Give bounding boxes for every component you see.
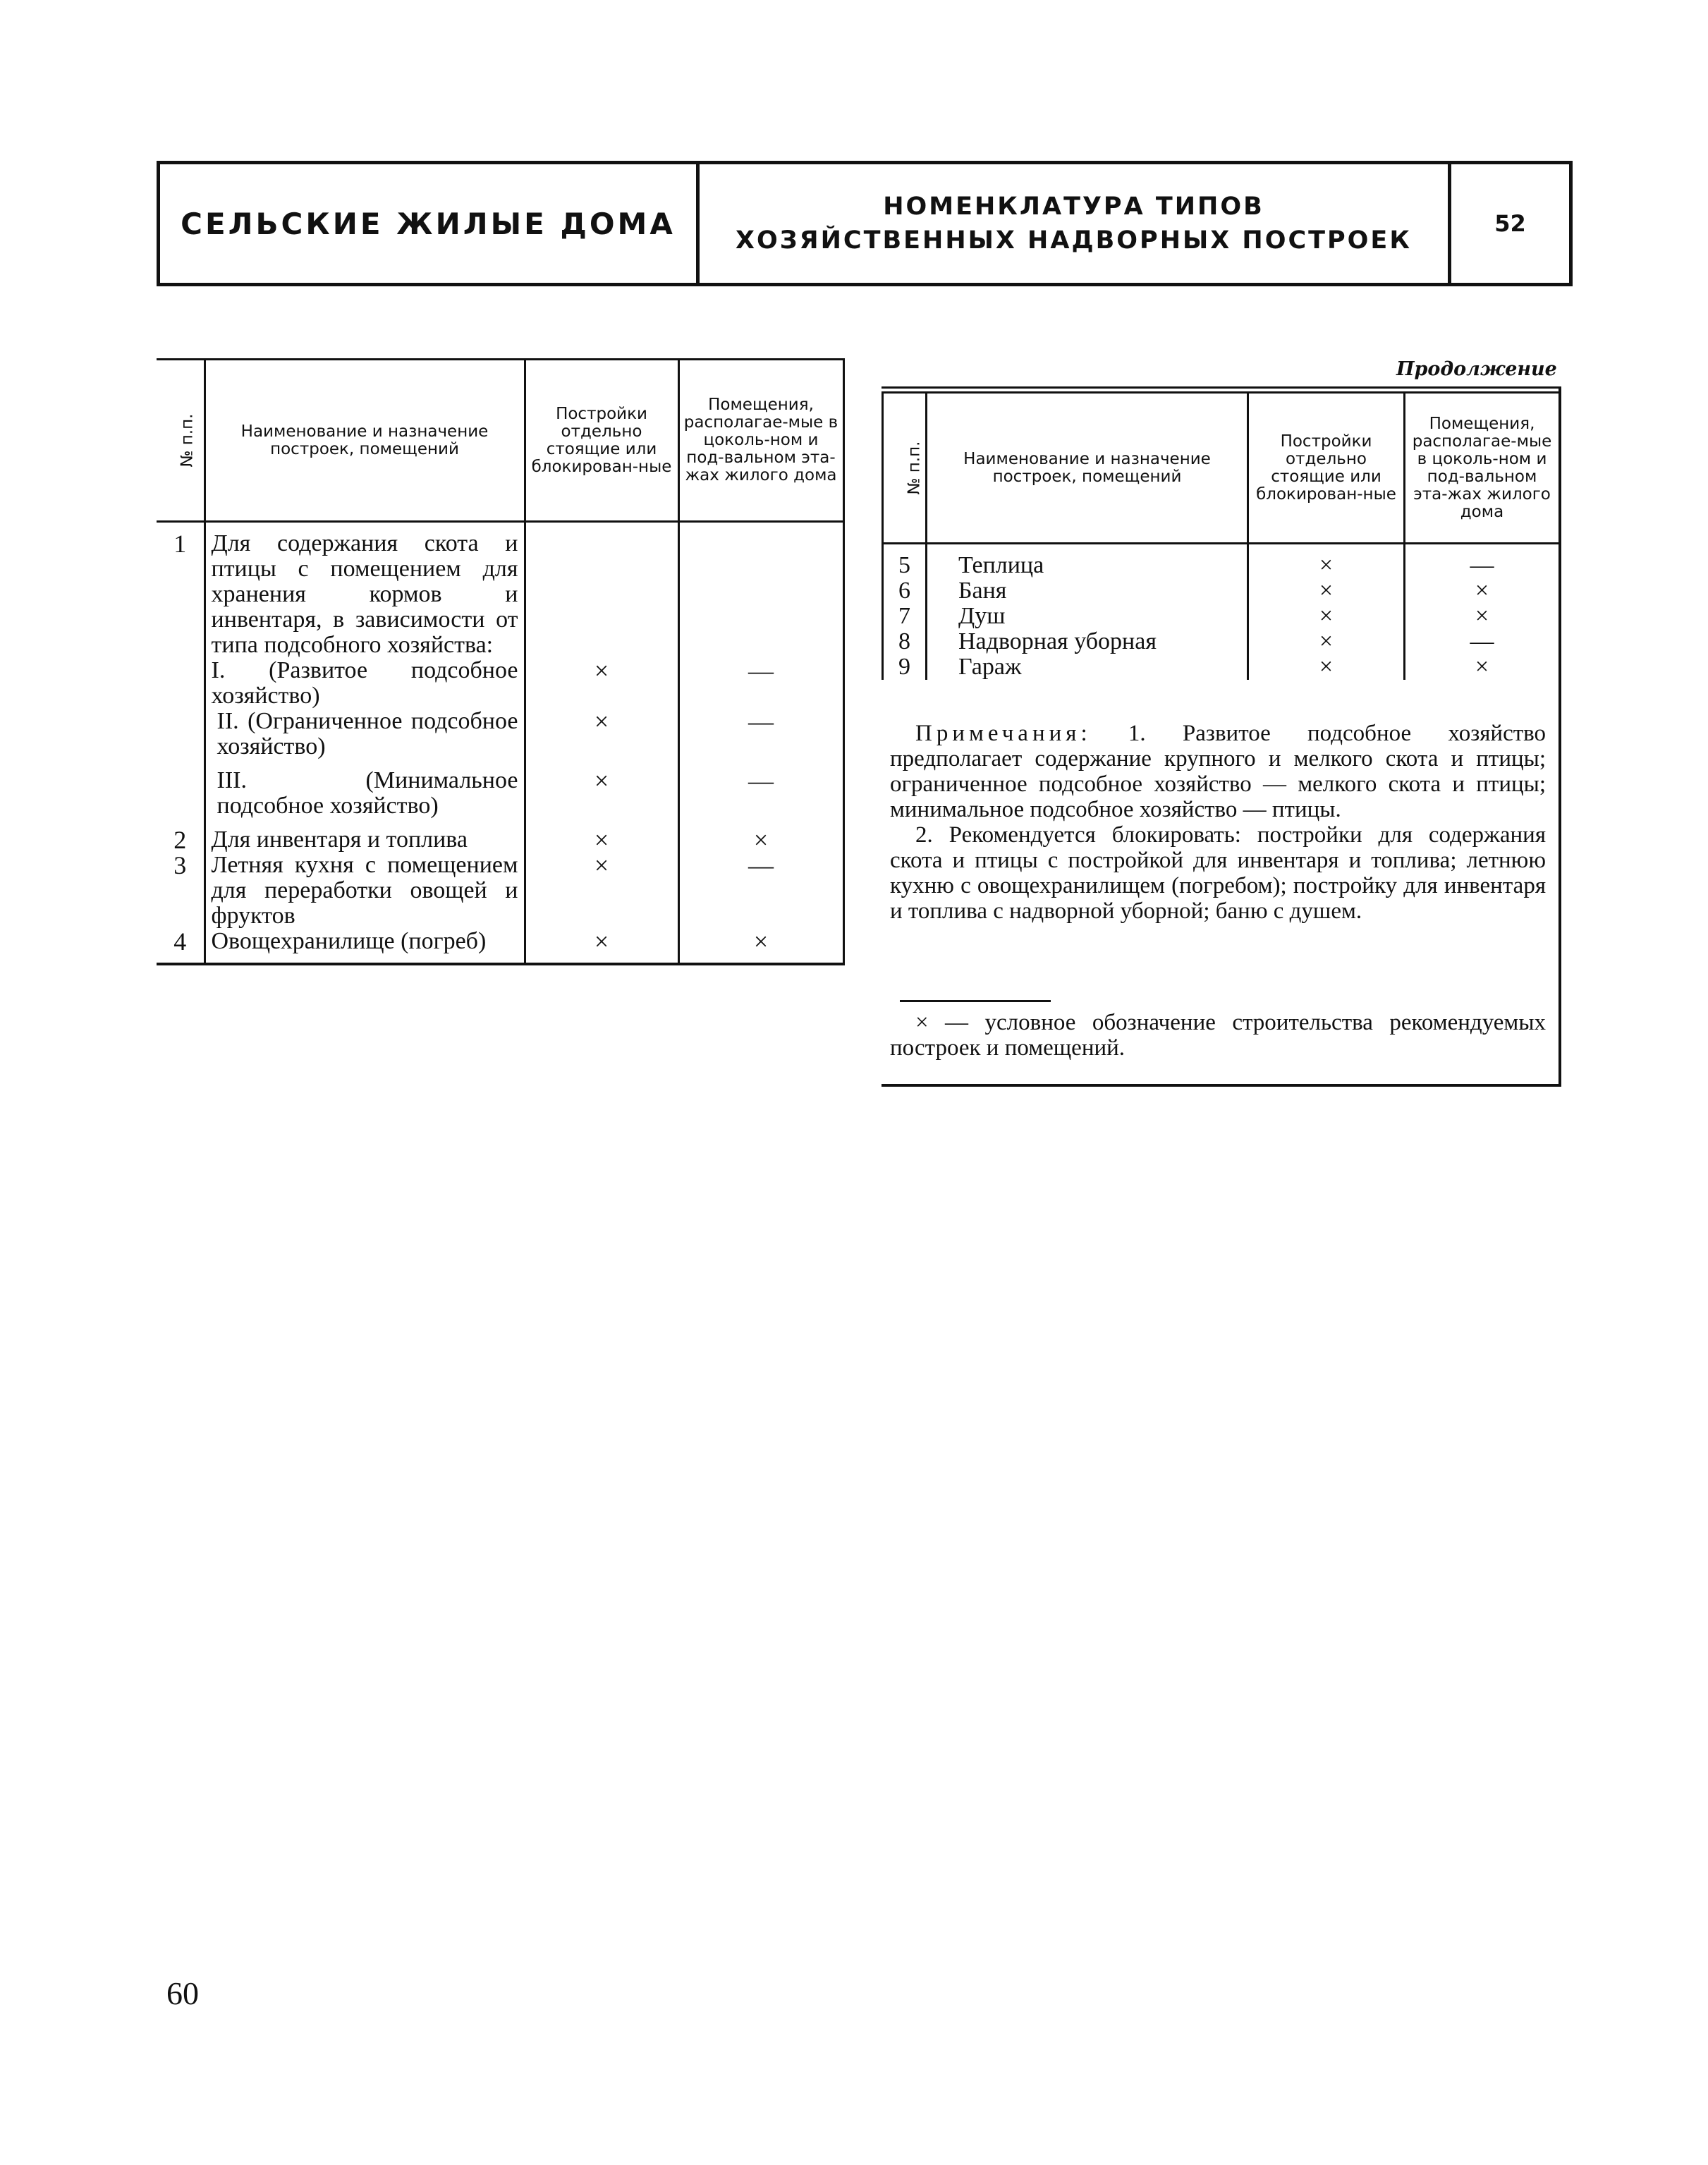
row-standalone: × <box>525 827 678 853</box>
table-row <box>883 604 1560 629</box>
row-standalone: × <box>525 929 678 954</box>
row-num <box>157 768 205 819</box>
row-num: 2 <box>173 826 187 854</box>
row-basement <box>678 531 843 658</box>
row-standalone: × <box>1248 604 1405 629</box>
col-header-name: Наименование и назначение построек, помещений <box>927 393 1248 544</box>
row-standalone: × <box>1248 654 1405 680</box>
row-standalone: × <box>525 658 678 709</box>
row-basement: — <box>678 853 843 929</box>
row-standalone: × <box>525 768 678 819</box>
row-basement: × <box>1405 604 1560 629</box>
row-name: Баня <box>927 578 1248 604</box>
row-name: Гараж <box>927 654 1248 680</box>
row-num: 1 <box>173 530 187 558</box>
row-name: Для инвентаря и топлива <box>205 827 525 853</box>
page-header <box>157 161 1573 286</box>
col-header-standalone: Постройки отдельно стоящие или блокирован-ные <box>525 360 678 522</box>
legend-rule <box>900 1000 1051 1002</box>
note-2: 2. Рекомендуется блокировать: постройки для содержания скота и птицы с постройкой для инвентаря и топлива; летнюю кухню с овощехранилищем (погребом); постройку для инвентаря и топлива с надворной уборной; баню с душем. <box>890 822 1546 924</box>
row-name: Летняя кухня с помещением для переработки овощей и фруктов <box>205 853 525 929</box>
table-row <box>157 531 843 658</box>
row-basement: × <box>1405 654 1560 680</box>
row-standalone: × <box>525 853 678 929</box>
table-row <box>883 629 1560 654</box>
table-row <box>883 578 1560 604</box>
row-name: Душ <box>927 604 1248 629</box>
row-num: 4 <box>173 927 187 956</box>
row-name: Теплица <box>927 553 1248 578</box>
row-num <box>157 658 205 709</box>
sheet-number: 52 <box>1451 164 1573 283</box>
col-header-standalone: Постройки отдельно стоящие или блокирован-ные <box>1248 393 1405 544</box>
notes-label: Примечания: <box>915 721 1092 746</box>
legend-text: × — условное обозначение строительства рекомендуемых построек и помещений. <box>890 1010 1546 1061</box>
row-num <box>157 709 205 760</box>
header-subtitle-line2: ХОЗЯЙСТВЕННЫХ НАДВОРНЫХ ПОСТРОЕК <box>736 226 1412 255</box>
row-num: 7 <box>883 604 927 629</box>
col-header-basement: Помещения, располагае-мые в цоколь-ном и под-вальном эта-жах жилого дома <box>678 360 843 522</box>
table-row <box>157 929 843 954</box>
row-standalone: × <box>525 709 678 760</box>
row-basement: — <box>678 768 843 819</box>
col-header-num: № п.п. <box>883 393 927 544</box>
row-num: 5 <box>883 553 927 578</box>
row-name: II. (Ограниченное подсобное хозяйство) <box>205 709 525 760</box>
table-row <box>883 553 1560 578</box>
note-1: 1. Развитое подсобное хозяйство предполагает содержание крупного и мелкого скота и птицы; ограниченное подсобное хозяйство — мелкого скота и птицы; минимальное подсобное хозяйство — птицы. <box>890 721 1546 822</box>
table-row <box>157 827 843 853</box>
col-header-basement: Помещения, располагае-мые в цоколь-ном и под-вальном эта-жах жилого дома <box>1405 393 1560 544</box>
header-subtitle-line1: НОМЕНКЛАТУРА ТИПОВ <box>883 193 1264 221</box>
continuation-label: Продолжение <box>1396 358 1557 380</box>
table-row <box>157 709 843 760</box>
table-row <box>157 768 843 819</box>
table-left <box>157 358 845 965</box>
header-title: СЕЛЬСКИЕ ЖИЛЫЕ ДОМА <box>157 164 700 283</box>
row-num: 9 <box>883 654 927 680</box>
row-basement: — <box>1405 553 1560 578</box>
row-name: Надворная уборная <box>927 629 1248 654</box>
table-row <box>883 654 1560 680</box>
col-header-name: Наименование и назначение построек, помещений <box>205 360 525 522</box>
row-name: I. (Развитое подсобное хозяйство) <box>205 658 525 709</box>
row-basement: × <box>1405 578 1560 604</box>
row-standalone <box>525 531 678 658</box>
table-row <box>157 658 843 709</box>
row-basement: — <box>1405 629 1560 654</box>
row-name: Овощехранилище (погреб) <box>205 929 525 954</box>
row-basement: × <box>678 929 843 954</box>
row-name: Для содержания скота и птицы с помещением для хранения кормов и инвентаря, в зависимости от типа подсобного хозяйства: <box>205 531 525 658</box>
row-standalone: × <box>1248 629 1405 654</box>
row-standalone: × <box>1248 578 1405 604</box>
row-num: 8 <box>883 629 927 654</box>
row-basement: × <box>678 827 843 853</box>
table-right <box>882 391 1561 680</box>
row-num: 3 <box>173 851 187 879</box>
row-basement: — <box>678 658 843 709</box>
notes <box>890 721 1546 924</box>
row-basement: — <box>678 709 843 760</box>
table-row <box>157 853 843 929</box>
header-subtitle <box>700 164 1451 283</box>
row-num: 6 <box>883 578 927 604</box>
col-header-num: № п.п. <box>157 360 205 522</box>
row-name: III. (Минимальное подсобное хозяйство) <box>205 768 525 819</box>
page-number: 60 <box>166 1975 199 2011</box>
row-standalone: × <box>1248 553 1405 578</box>
